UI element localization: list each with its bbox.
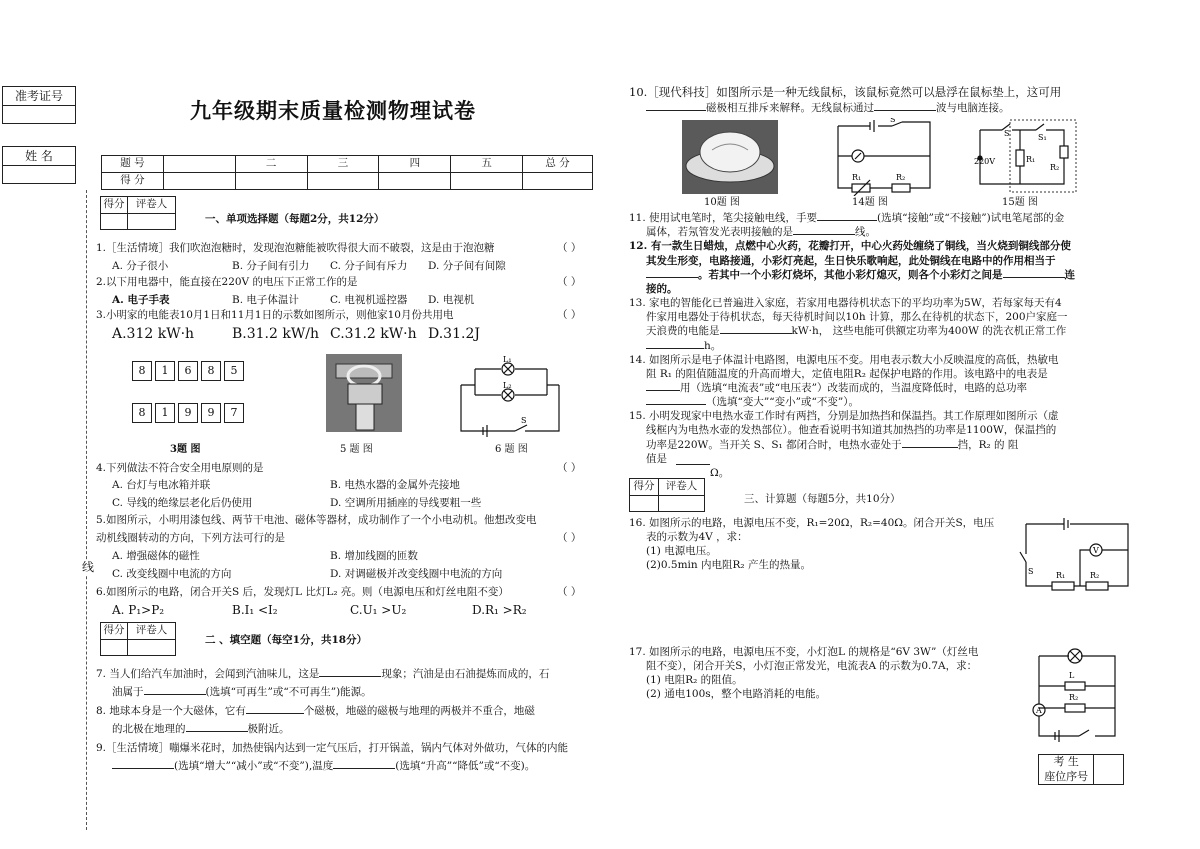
q13-blank-2[interactable] (646, 348, 704, 349)
label-s: S (1028, 567, 1034, 576)
section-heading: 二 、填空题（每空1分，共18分） (205, 634, 368, 646)
meter-digit: 8 (201, 361, 221, 381)
label-r1: R₁ (1026, 155, 1036, 164)
figure-caption: 15题 图 (1002, 197, 1038, 208)
q3-option-c: C.31.2 kW·h (330, 326, 417, 342)
seat-number-field[interactable] (1094, 755, 1124, 785)
grader-marker-field[interactable] (128, 214, 176, 230)
question-9-line2 (112, 760, 535, 773)
grader-score-label: 得分 (101, 623, 128, 640)
question-12: 12. 有一款生日蜡烛，点燃中心火药，花瓣打开，中心火药处缠绕了铜线，当火烧到铜线部分使 (629, 240, 1071, 252)
q5-option-a: A. 增强磁体的磁性 (112, 550, 200, 562)
q1-option-b: B. 分子间有引力 (232, 260, 310, 272)
answer-paren: （ ） (557, 532, 582, 544)
score-header-cell: 二 (235, 156, 307, 173)
question-12-line2: 其发生形变，电路接通，小彩灯亮起，生日快乐歌响起，此处铜线在电路中的作用相当于 (646, 255, 1056, 267)
exam-id-field[interactable] (3, 106, 76, 124)
question-17: 17. 如图所示的电路，电源电压不变，小灯泡L 的规格是“6V 3W”（灯丝电 (629, 646, 979, 658)
q1-option-c: C. 分子间有斥力 (330, 260, 408, 272)
grader-score-field[interactable] (101, 214, 128, 230)
grader-box (100, 622, 176, 656)
q15-blank-2[interactable] (676, 464, 710, 465)
q8-blank-2[interactable] (186, 731, 248, 732)
exam-id-box (2, 86, 76, 124)
label-l2: L₂ (503, 381, 512, 390)
grader-box (629, 478, 705, 512)
q4-option-c: C. 导线的绝缘层老化后仍使用 (112, 497, 253, 509)
question-4: 4.下列做法不符合安全用电原则的是 (96, 462, 264, 474)
grader-marker-field[interactable] (659, 496, 705, 512)
score-cell[interactable] (307, 173, 379, 190)
figure-caption: 3题 图 (170, 444, 201, 455)
answer-paren: （ ） (557, 242, 582, 254)
question-16-line2: 表的示数为4V ，求： (646, 531, 748, 543)
q4-option-d: D. 空调所用插座的导线要粗一些 (330, 497, 482, 509)
mouse-photo (682, 120, 778, 194)
label-r2: R₂ (1090, 571, 1100, 580)
score-header-cell: 三 (307, 156, 379, 173)
score-cell[interactable] (451, 173, 523, 190)
q15-blank-1[interactable] (902, 447, 958, 448)
question-7 (96, 668, 549, 681)
grader-score-field[interactable] (630, 496, 659, 512)
label-r1: R₁ (852, 173, 862, 182)
question-7-line2 (112, 686, 372, 699)
q11-blank-2[interactable] (793, 234, 855, 235)
grader-score-field[interactable] (101, 640, 128, 656)
meter-digit: 1 (155, 361, 175, 381)
question-2: 2.以下用电器中，能直接在220V 的电压下正常工作的是 (96, 276, 358, 288)
question-14-line2: 阻 R₁ 的阻值随温度的升高而增大，定值电阻R₂ 起保护电路的作用。该电路中的电表是 (646, 368, 1048, 380)
q2-option-d: D. 电视机 (428, 294, 475, 306)
question-15-line3 (646, 439, 1018, 452)
q7-blank-2[interactable] (144, 694, 206, 695)
score-header-cell: 题 号 (102, 156, 164, 173)
question-14-line4 (646, 396, 859, 409)
meter-digit: 6 (178, 361, 198, 381)
label-s: S (521, 416, 527, 425)
q5-option-b: B. 增加线圈的匝数 (330, 550, 418, 562)
q1-option-d: D. 分子间有间隙 (428, 260, 506, 272)
meter-digit: 7 (224, 403, 244, 423)
q11-text: 11. 使用试电笔时，笔尖接触电线，手要 (629, 212, 818, 224)
q9-blank-1[interactable] (112, 768, 174, 769)
q2-option-b: B. 电子体温计 (232, 294, 299, 306)
question-5-line2: 动机线圈转动的方向，下列方法可行的是 (96, 532, 285, 544)
q8-text: 的北极在地理的 (112, 723, 186, 735)
name-box (2, 146, 76, 184)
q4-option-b: B. 电热水器的金属外壳接地 (330, 479, 460, 491)
score-table (101, 155, 593, 190)
q13-text: kW·h， 这些电能可供额定功率为400W 的洗衣机正常工作 (791, 325, 1067, 337)
meter-digit: 8 (132, 403, 152, 423)
figure-caption: 5 题 图 (340, 444, 373, 455)
q14-text: （选填“变大”“变小”或“不变”）。 (706, 396, 859, 408)
motor-photo (326, 354, 402, 432)
q8-text: 极附近。 (247, 723, 290, 735)
q14-blank-1[interactable] (646, 390, 680, 391)
q11-text: 线。 (855, 226, 876, 238)
question-17-part1: (1) 电阻R₂ 的阻值。 (646, 674, 743, 686)
label-s1: S₁ (1038, 133, 1047, 142)
circuit-fig16 (1018, 516, 1138, 592)
score-header-cell: 四 (379, 156, 451, 173)
question-16-part2: (2)0.5min 内电阻R₂ 产生的热量。 (646, 559, 811, 571)
q15-text: 功率是220W。当开关 S、S₁ 都闭合时，电热水壶处于 (646, 439, 902, 451)
grader-marker-label: 评卷人 (128, 197, 176, 214)
label-s: S (1004, 129, 1010, 138)
score-cell[interactable] (163, 173, 235, 190)
q7-text: 7. 当人们给汽车加油时，会闻到汽油味儿，这是 (96, 668, 320, 680)
answer-paren: （ ） (557, 586, 582, 598)
q7-text: 油属于 (112, 686, 144, 698)
meter-digit: 9 (201, 403, 221, 423)
question-3: 3.小明家的电能表10月1日和11月1日的示数如图所示，则他家10月份共用电 (96, 309, 454, 321)
q7-text: (选填“可再生”或“不可再生”)能源。 (205, 686, 372, 698)
score-header-cell: 五 (451, 156, 523, 173)
binding-line-label: 线 (82, 560, 95, 574)
q15-text: 挡，R₂ 的 阻 (957, 439, 1019, 451)
q13-text: h。 (704, 340, 722, 352)
binding-line (86, 190, 87, 830)
score-row-label: 得 分 (102, 173, 164, 190)
q3-option-d: D.31.2J (428, 326, 480, 342)
meter-reading-nov (132, 403, 244, 423)
question-8 (96, 705, 535, 718)
question-11 (629, 212, 1064, 225)
label-s: S (890, 118, 896, 124)
q13-blank-1[interactable] (720, 333, 792, 334)
grader-box (100, 196, 176, 230)
q9-blank-2[interactable] (333, 768, 395, 769)
section-heading: 三、计算题（每题5分，共10分） (744, 493, 901, 505)
q10-blank-1[interactable] (646, 110, 706, 111)
question-17-line2: 阻不变），闭合开关S，小灯泡正常发光，电流表A 的示数为0.7A，求： (646, 660, 978, 672)
exam-id-label: 准考证号 (3, 87, 76, 106)
q10-text: 波与电脑连接。 (936, 102, 1010, 114)
q5-option-c: C. 改变线圈中电流的方向 (112, 568, 232, 580)
question-15-line2: 线框内为电热水壶的发热部位）。他查看说明书知道其加热挡的功率是1100W，保温挡的 (646, 424, 1057, 436)
score-header-cell: 总 分 (523, 156, 593, 173)
score-cell[interactable] (235, 173, 307, 190)
grader-marker-label: 评卷人 (128, 623, 176, 640)
question-10: 10.［现代科技］如图所示是一种无线鼠标，该鼠标竟然可以悬浮在鼠标垫上，这可用 (629, 85, 1062, 99)
q4-option-a: A. 台灯与电冰箱并联 (112, 479, 211, 491)
figure-caption: 14题 图 (852, 197, 888, 208)
question-15: 15. 小明发现家中电热水壶工作时有两挡，分别是加热挡和保温挡。其工作原理如图所示（虚 (629, 410, 1059, 422)
q12-blank-1[interactable] (646, 277, 698, 278)
grader-marker-label: 评卷人 (659, 479, 705, 496)
label-220v: 220V (974, 157, 996, 166)
q8-text: 个磁极，地磁的磁极与地理的两极并不重合，地磁 (303, 705, 535, 717)
label-r1: R₁ (1056, 571, 1066, 580)
q9-text: (选填“升高”“降低”或“不变)。 (395, 760, 536, 772)
q11-text: 属体，若氖管发光表明接触的是 (646, 226, 793, 238)
label-r2: R₂ (1050, 163, 1060, 172)
name-field[interactable] (3, 166, 76, 184)
question-13-line3 (646, 325, 1066, 338)
q6-option-a: A. P₁>P₂ (112, 603, 165, 617)
section-heading: 一、单项选择题（每题2分，共12分） (205, 213, 385, 225)
q10-blank-2[interactable] (874, 110, 936, 111)
question-8-line2 (112, 723, 290, 736)
q2-option-c: C. 电视机遥控器 (330, 294, 408, 306)
meter-digit: 5 (224, 361, 244, 381)
q12-text: 连 (1064, 269, 1075, 281)
score-cell[interactable] (523, 173, 593, 190)
q10-text: 磁极相互排斥来解释。无线鼠标通过 (706, 102, 874, 114)
label-r2: R₂ (896, 173, 906, 182)
question-13: 13. 家电的智能化已普遍进入家庭，若家用电器待机状态下的平均功率为5W，若每家每天有4 (629, 297, 1062, 309)
page-title: 九年级期末质量检测物理试卷 (190, 98, 476, 123)
question-14-line3 (646, 382, 1027, 395)
question-14: 14. 如图所示是电子体温计电路图，电源电压不变。用电表示数大小反映温度的高低，热敏电 (629, 354, 1059, 366)
answer-paren: （ ） (557, 309, 582, 321)
q8-text: 8. 地球本身是一个大磁体，它有 (96, 705, 246, 717)
circuit-fig17 (1025, 642, 1125, 744)
q1-option-a: A. 分子很小 (112, 260, 169, 272)
q11-text: (选填“接触”或“不接触”)试电笔尾部的金 (877, 212, 1065, 224)
question-17-part2: (2) 通电100s，整个电路消耗的电能。 (646, 688, 827, 700)
q12-blank-2[interactable] (1003, 277, 1065, 278)
meter-reading-oct (132, 361, 244, 381)
q8-blank-1[interactable] (246, 713, 304, 714)
grader-marker-field[interactable] (128, 640, 176, 656)
meter-digit: 9 (178, 403, 198, 423)
q11-blank-1[interactable] (817, 220, 877, 221)
figure-caption: 10题 图 (704, 197, 740, 208)
q2-option-a: A. 电子手表 (112, 294, 170, 306)
seat-label: 考 生 (1039, 755, 1094, 770)
q12-text: 。若其中一个小彩灯烧坏，其他小彩灯熄灭，则各个小彩灯之间是 (698, 269, 1003, 281)
q3-option-b: B.31.2 kW/h (232, 326, 319, 342)
answer-paren: （ ） (557, 462, 582, 474)
question-16-part1: (1) 电源电压。 (646, 545, 717, 557)
q7-text: 现象；汽油是由石油提炼而成的，石 (381, 668, 550, 680)
circuit-fig6 (455, 355, 565, 437)
answer-paren: （ ） (557, 276, 582, 288)
q14-blank-2[interactable] (646, 404, 706, 405)
seat-number-box (1038, 754, 1124, 785)
q9-text: (选填“增大”“减小”或“不变”),温度 (174, 760, 334, 772)
label-v: V (1093, 546, 1099, 555)
question-11-line2 (646, 226, 876, 239)
q6-option-c: C.U₁ >U₂ (350, 603, 407, 617)
question-15-line4: 值是 (646, 453, 667, 465)
label-r2: R₂ (1069, 693, 1079, 702)
label-l: L (1069, 671, 1075, 680)
question-10-line2 (646, 102, 1010, 115)
question-5: 5.如图所示，小明用漆包线、两节干电池、磁体等器材，成功制作了一个小电动机。他想改变电 (96, 514, 537, 526)
question-9: 9.［生活情境］嘣爆米花时，加热使锅内达到一定气压后，打开锅盖，锅内气体对外做功，气体的内能 (96, 742, 569, 754)
question-15-line5: Ω。 (710, 467, 730, 479)
question-1: 1.［生活情境］我们吹泡泡糖时，发现泡泡糖能被吹得很大而不破裂，这是由于泡泡糖 (96, 242, 495, 254)
circuit-fig14 (830, 118, 936, 196)
circuit-fig15 (972, 118, 1080, 196)
q13-text: 天浪费的电能是 (646, 325, 720, 337)
q7-blank-1[interactable] (319, 676, 381, 677)
question-12-line3 (646, 269, 1075, 282)
q3-option-a: A.312 kW·h (112, 326, 195, 342)
label-a: A (1036, 706, 1042, 715)
q6-option-d: D.R₁ >R₂ (472, 603, 527, 617)
q6-option-b: B.I₁ <I₂ (232, 603, 278, 617)
seat-label: 座位序号 (1039, 770, 1094, 785)
question-12-line4: 接的。 (646, 283, 678, 295)
grader-score-label: 得分 (630, 479, 659, 496)
figure-caption: 6 题 图 (495, 444, 528, 455)
question-16: 16. 如图所示的电路，电源电压不变，R₁=20Ω，R₂=40Ω。闭合开关S，电压 (629, 517, 995, 529)
meter-digit: 8 (132, 361, 152, 381)
grader-score-label: 得分 (101, 197, 128, 214)
question-6: 6.如图所示的电路，闭合开关S 后，发现灯L 比灯L₂ 亮。则（电源电压和灯丝电阻不变） (96, 586, 509, 598)
question-13-line2: 件家用电器处于待机状态，每天待机时间以10h 计算，那么在待机的状态下，200户家庭一 (646, 311, 1068, 323)
label-l1: L₁ (503, 355, 512, 364)
score-cell[interactable] (379, 173, 451, 190)
name-label: 姓 名 (3, 147, 76, 166)
question-13-line4 (646, 340, 721, 353)
score-header-cell (163, 156, 235, 173)
q14-text: 用（选填“电流表”或“电压表”）改装而成的，当温度降低时，电路的总功率 (680, 382, 1027, 394)
q5-option-d: D. 对调磁极并改变线圈中电流的方向 (330, 568, 503, 580)
meter-digit: 1 (155, 403, 175, 423)
